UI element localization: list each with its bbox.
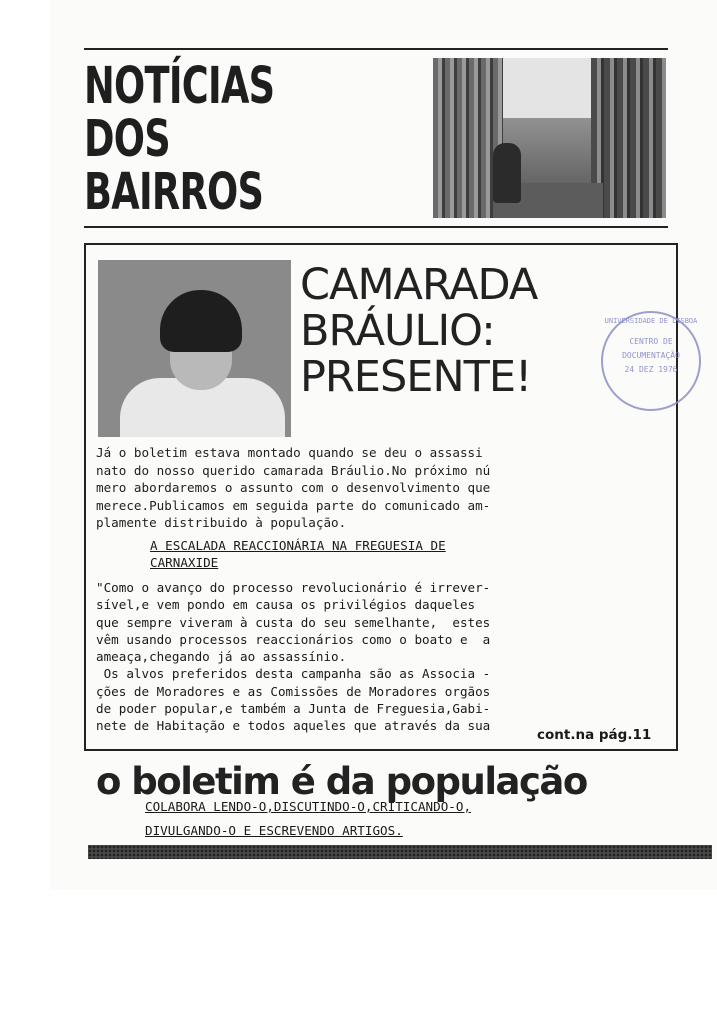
intro-line: Já o boletim estava montado quando se deu o assassi xyxy=(96,445,483,460)
library-stamp xyxy=(601,311,701,411)
communique-line: que sempre viveram à custa do seu semelhante, estes xyxy=(96,614,491,630)
communique-line: de poder popular,e também a Junta de Freguesia,Gabi- xyxy=(96,701,491,717)
stamp-text: CENTRO DE xyxy=(629,337,673,346)
communique-line: "Como o avanço do processo revolucionário é irrever- xyxy=(96,580,491,595)
communique-line: Os alvos preferidos desta campanha são as Associa - xyxy=(96,666,491,682)
slum-street-photo xyxy=(433,58,666,218)
masthead-line: DOS xyxy=(84,110,170,169)
subhead-line: CARNAXIDE xyxy=(150,555,219,570)
page-margin xyxy=(0,0,50,890)
cta-line: COLABORA LENDO-O,DISCUTINDO-O,CRITICANDO-O, xyxy=(145,799,472,814)
intro-line: mero abordaremos o assunto com o desenvolvimento que xyxy=(96,480,491,496)
stamp-text: 24 DEZ 1976 xyxy=(624,365,678,374)
headline-line: PRESENTE! xyxy=(300,352,532,402)
intro-line: plamente distribuido à população. xyxy=(96,515,347,531)
communique-line: sível,e vem pondo em causa os privilégios daqueles xyxy=(96,597,476,613)
communique-line: ções de Moradores e as Comissões de Moradores orgãos xyxy=(96,683,491,699)
communique-line: vêm usando processos reaccionários como o boato e a xyxy=(96,631,491,647)
halftone-bar xyxy=(88,845,712,859)
intro-line: merece.Publicamos em seguida parte do comunicado am- xyxy=(96,497,491,513)
article-headline xyxy=(300,262,537,400)
communique-line: nete de Habitação e todos aqueles que através da sua xyxy=(96,718,491,734)
cta-line: DIVULGANDO-O E ESCREVENDO ARTIGOS. xyxy=(145,823,403,838)
masthead-line: NOTÍCIAS xyxy=(84,57,275,116)
masthead-title xyxy=(84,57,275,222)
masthead-line: BAIRROS xyxy=(84,163,264,222)
communique-text xyxy=(96,579,666,735)
stamp-text: DOCUMENTAÇÃO xyxy=(622,351,680,360)
continued-note: cont.na pág.11 xyxy=(537,727,652,743)
subhead-line: A ESCALADA REACCIONÁRIA NA FREGUESIA DE xyxy=(150,538,446,553)
headline-line: CAMARADA xyxy=(300,260,538,310)
portrait-photo xyxy=(98,260,291,437)
communique-line: ameaça,chegando já ao assassínio. xyxy=(96,649,347,665)
section-subheading xyxy=(150,537,446,571)
headline-line: BRÁULIO: xyxy=(300,306,495,356)
intro-paragraph xyxy=(96,444,656,532)
masthead-bottom-rule xyxy=(84,226,668,228)
slogan: o boletim é da população xyxy=(96,760,587,803)
stamp-ring-text: UNIVERSIDADE DE LISBOA xyxy=(604,317,698,325)
top-rule xyxy=(84,48,668,50)
intro-line: nato do nosso querido camarada Bráulio.No próximo nú xyxy=(96,462,491,478)
